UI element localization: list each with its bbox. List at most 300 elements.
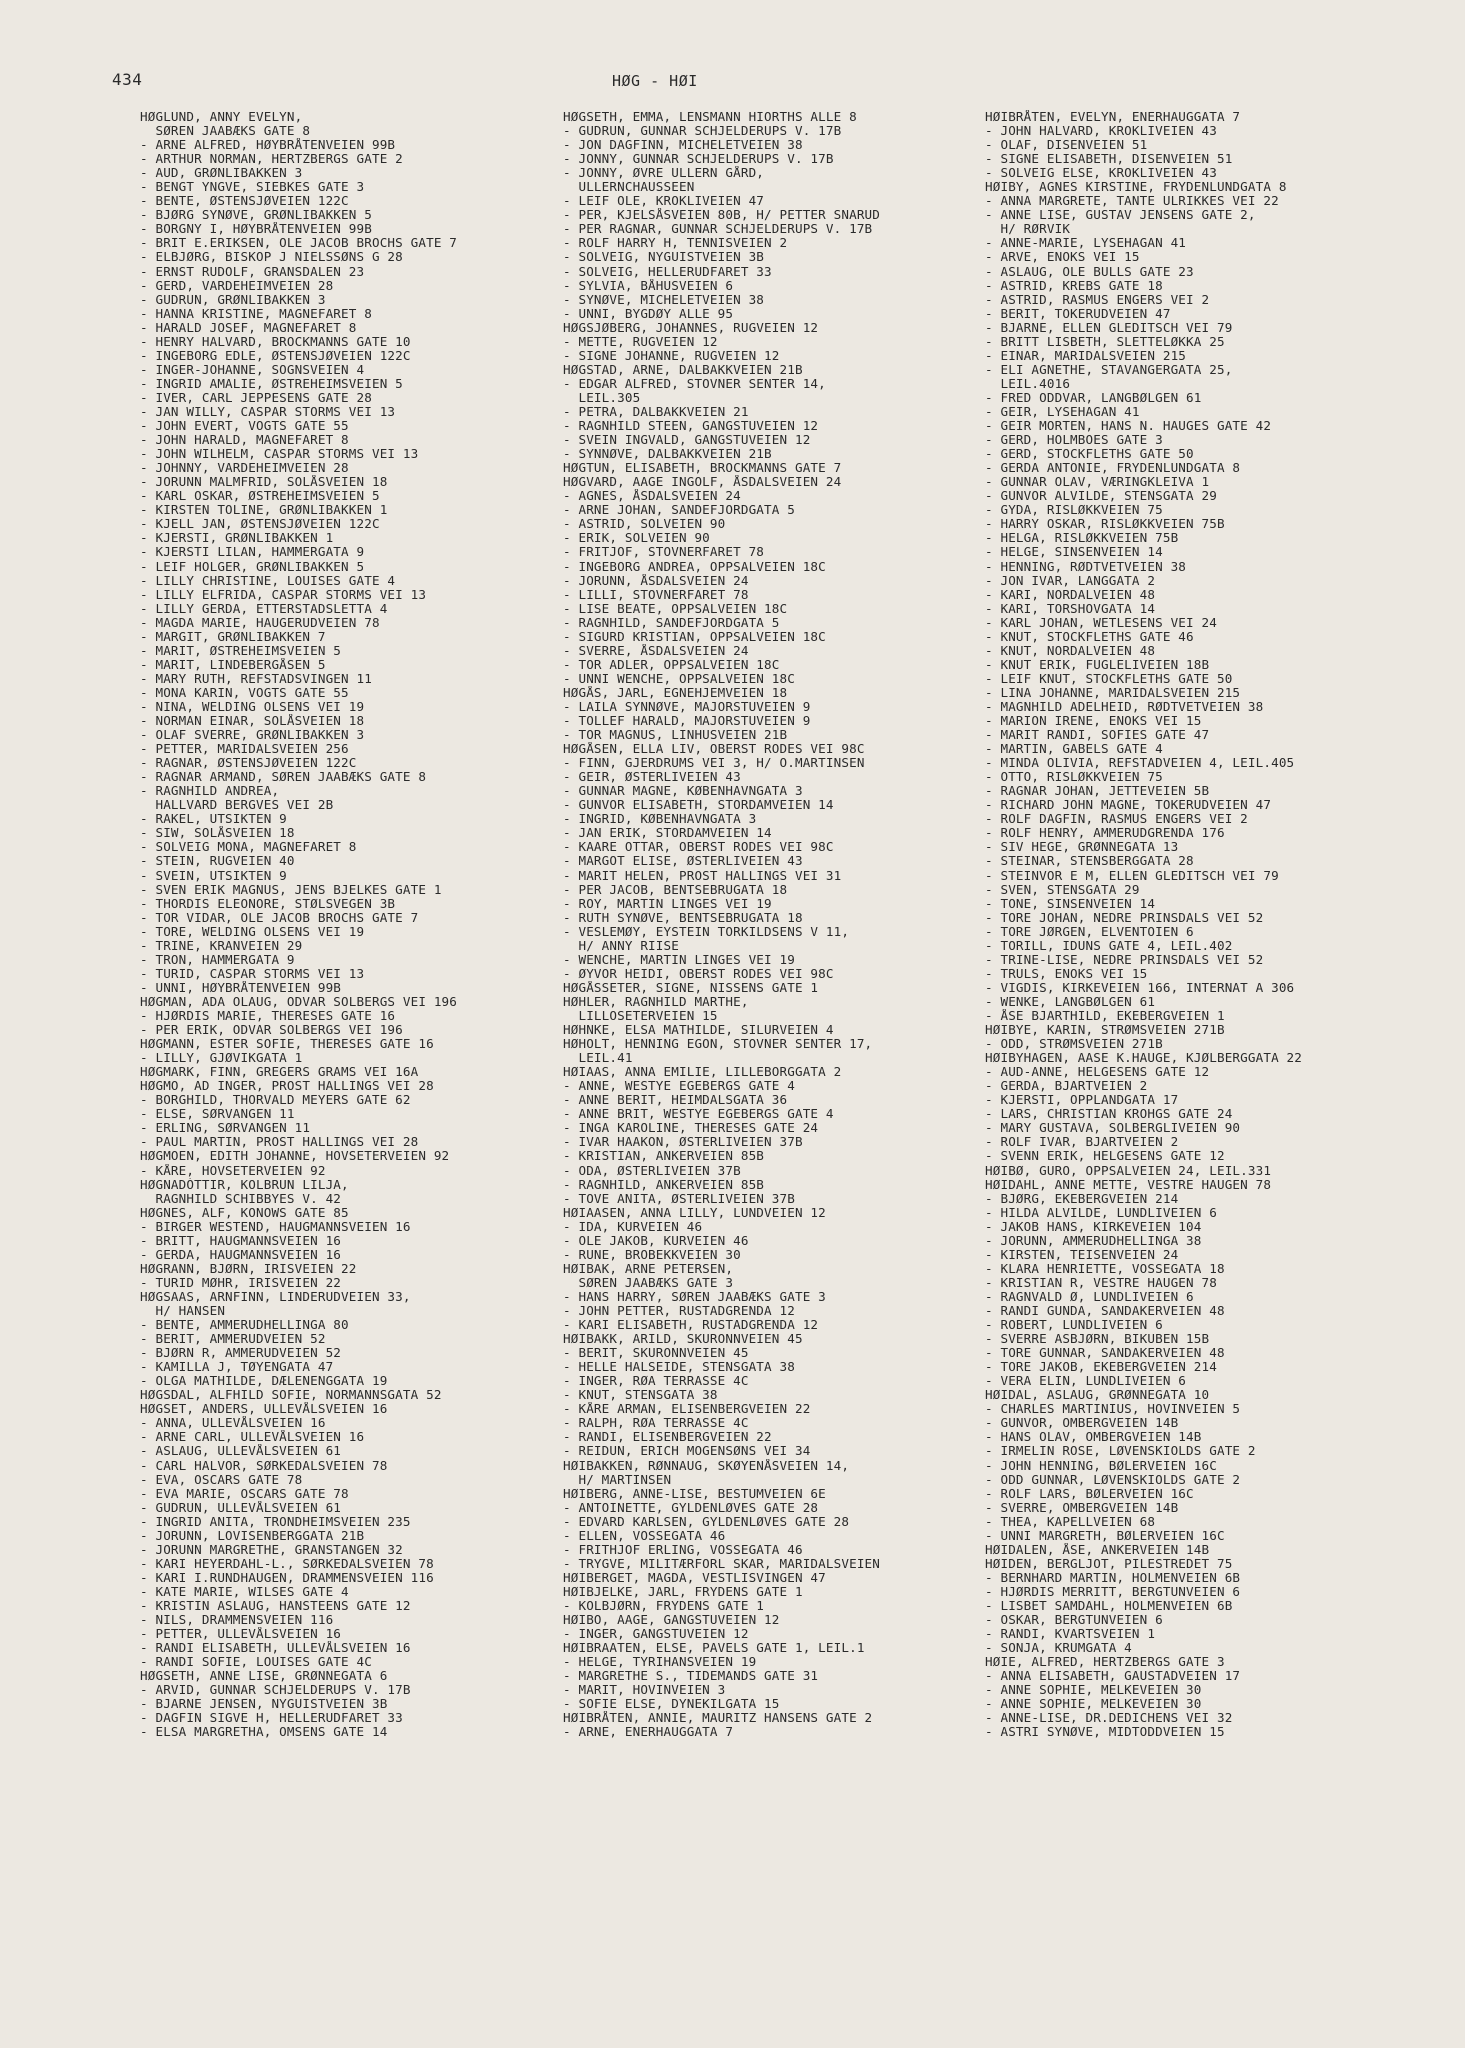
directory-entry: - RAGNAR, ØSTENSJØVEIEN 122C bbox=[140, 756, 357, 771]
directory-entry: - BORGHILD, THORVALD MEYERS GATE 62 bbox=[140, 1093, 411, 1108]
directory-entry: - JON DAGFINN, MICHELETVEIEN 38 bbox=[563, 138, 803, 153]
directory-entry: - ANNE SOPHIE, MELKEVEIEN 30 bbox=[985, 1697, 1202, 1712]
directory-entry: - JORUNN, LOVISENBERGGATA 21B bbox=[140, 1528, 365, 1543]
directory-entry: - MARY GUSTAVA, SOLBERGLIVEIEN 90 bbox=[985, 1121, 1241, 1136]
directory-entry: HØIBERGET, MAGDA, VESTLISVINGEN 47 bbox=[563, 1570, 826, 1585]
directory-entry: - JONNY, ØVRE ULLERN GÅRD, bbox=[563, 166, 765, 181]
directory-entry: - TORE GUNNAR, SANDAKERVEIEN 48 bbox=[985, 1346, 1225, 1361]
directory-entry: HØIDEN, BERGLJOT, PILESTREDET 75 bbox=[985, 1556, 1233, 1571]
directory-entry: - MARION IRENE, ENOKS VEI 15 bbox=[985, 714, 1202, 729]
directory-entry: - TORE JØRGEN, ELVENTOIEN 6 bbox=[985, 924, 1194, 939]
directory-entry: - MARIT HELEN, PROST HALLINGS VEI 31 bbox=[563, 868, 842, 883]
directory-entry: - TOLLEF HARALD, MAJORSTUVEIEN 9 bbox=[563, 714, 811, 729]
directory-entry: HØGMANN, ESTER SOFIE, THERESES GATE 16 bbox=[140, 1037, 434, 1052]
directory-entry: - ØYVOR HEIDI, OBERST RODES VEI 98C bbox=[563, 966, 834, 981]
directory-entry: - ANNA MARGRETE, TANTE ULRIKKES VEI 22 bbox=[985, 194, 1279, 209]
directory-entry: - HANNA KRISTINE, MAGNEFARET 8 bbox=[140, 306, 372, 321]
directory-entry: - ROBERT, LUNDLIVEIEN 6 bbox=[985, 1318, 1163, 1333]
directory-entry: - TRULS, ENOKS VEI 15 bbox=[985, 966, 1148, 981]
directory-entry: LILLOSETERVEIEN 15 bbox=[563, 1009, 718, 1023]
directory-entry: - ANNE SOPHIE, MELKEVEIEN 30 bbox=[985, 1683, 1202, 1698]
directory-entry: - ROLF DAGFIN, RASMUS ENGERS VEI 2 bbox=[985, 812, 1248, 827]
directory-entry: - EVA, OSCARS GATE 78 bbox=[140, 1472, 303, 1487]
directory-entry: - RAGNHILD, SANDEFJORDGATA 5 bbox=[563, 615, 780, 630]
directory-entry: - RAGNHILD, ANKERVEIEN 85B bbox=[563, 1177, 765, 1192]
directory-entry: HØGLUND, ANNY EVELYN, bbox=[140, 110, 303, 124]
directory-entry: - ROLF HARRY H, TENNISVEIEN 2 bbox=[563, 236, 788, 251]
directory-entry: HØIDALEN, ÅSE, ANKERVEIEN 14B bbox=[985, 1542, 1210, 1557]
directory-entry: - PETTER, MARIDALSVEIEN 256 bbox=[140, 742, 349, 757]
directory-entry: - GEIR, ØSTERLIVEIEN 43 bbox=[563, 770, 741, 785]
directory-entry: - TRYGVE, MILITÆRFORL SKAR, MARIDALSVEIEN bbox=[563, 1556, 881, 1571]
directory-entry: - EDGAR ALFRED, STOVNER SENTER 14, bbox=[563, 376, 826, 391]
directory-entry: - RAGNAR JOHAN, JETTEVEIEN 5B bbox=[985, 784, 1210, 799]
directory-entry: - KARL JOHAN, WETLESENS VEI 24 bbox=[985, 615, 1217, 630]
directory-entry: - ARNE JOHAN, SANDEFJORDGATA 5 bbox=[563, 503, 795, 518]
directory-entry: - LISE BEATE, OPPSALVEIEN 18C bbox=[563, 601, 788, 616]
running-head: HØG - HØI bbox=[612, 72, 698, 90]
directory-entry: HØHLER, RAGNHILD MARTHE, bbox=[563, 994, 749, 1009]
directory-entry: - ARNE CARL, ULLEVÅLSVEIEN 16 bbox=[140, 1430, 365, 1445]
directory-entry: - IRMELIN ROSE, LØVENSKIOLDS GATE 2 bbox=[985, 1444, 1256, 1459]
directory-entry: - ASLAUG, OLE BULLS GATE 23 bbox=[985, 264, 1194, 279]
directory-entry: - LILLI, STOVNERFARET 78 bbox=[563, 587, 749, 602]
directory-entry: - ASTRI SYNØVE, MIDTODDVEIEN 15 bbox=[985, 1725, 1225, 1740]
directory-entry: - STEIN, RUGVEIEN 40 bbox=[140, 854, 295, 869]
directory-entry: - RAKEL, UTSIKTEN 9 bbox=[140, 812, 287, 827]
directory-entry: - GUDRUN, GUNNAR SCHJELDERUPS V. 17B bbox=[563, 124, 842, 139]
directory-entry: - VERA ELIN, LUNDLIVEIEN 6 bbox=[985, 1374, 1187, 1389]
directory-entry: HØIAASEN, ANNA LILLY, LUNDVEIEN 12 bbox=[563, 1205, 826, 1220]
directory-entry: - TORE JOHAN, NEDRE PRINSDALS VEI 52 bbox=[985, 910, 1264, 925]
directory-entry: - GERD, VARDEHEIMVEIEN 28 bbox=[140, 278, 334, 293]
directory-entry: HØIBYE, KARIN, STRØMSVEIEN 271B bbox=[985, 1023, 1225, 1038]
directory-entry: - ASLAUG, ULLEVÅLSVEIEN 61 bbox=[140, 1444, 342, 1459]
directory-entry: HØIBO, AAGE, GANGSTUVEIEN 12 bbox=[563, 1613, 780, 1628]
directory-entry: - LARS, CHRISTIAN KROHGS GATE 24 bbox=[985, 1107, 1233, 1122]
directory-entry: - ODD GUNNAR, LØVENSKIOLDS GATE 2 bbox=[985, 1472, 1241, 1487]
directory-entry: - RICHARD JOHN MAGNE, TOKERUDVEIEN 47 bbox=[985, 798, 1272, 813]
directory-entry: - GUDRUN, GRØNLIBAKKEN 3 bbox=[140, 292, 326, 307]
directory-entry: - PAUL MARTIN, PROST HALLINGS VEI 28 bbox=[140, 1135, 419, 1150]
directory-entry: - SOLVEIG, HELLERUDFARET 33 bbox=[563, 264, 772, 279]
directory-entry: - GUNVOR, OMBERGVEIEN 14B bbox=[985, 1416, 1179, 1431]
directory-entry: - ROLF LARS, BØLERVEIEN 16C bbox=[985, 1486, 1194, 1501]
directory-entry: - PER, KJELSÅSVEIEN 80B, H/ PETTER SNARUD bbox=[563, 208, 881, 223]
directory-entry: - ROLF HENRY, AMMERUDGRENDA 176 bbox=[985, 826, 1225, 841]
directory-entry: - RAGNAR ARMAND, SØREN JAABÆKS GATE 8 bbox=[140, 770, 427, 785]
directory-entry: - BRITT, HAUGMANNSVEIEN 16 bbox=[140, 1233, 342, 1248]
directory-entry: - FRITJOF, STOVNERFARET 78 bbox=[563, 545, 765, 560]
directory-entry: - WENKE, LANGBØLGEN 61 bbox=[985, 994, 1156, 1009]
directory-entry: - ELI AGNETHE, STAVANGERGATA 25, bbox=[985, 362, 1233, 377]
directory-entry: - GERD, HOLMBOES GATE 3 bbox=[985, 433, 1163, 448]
directory-entry: - ODD, STRØMSVEIEN 271B bbox=[985, 1037, 1163, 1052]
directory-entry: - RANDI, ELISENBERGVEIEN 22 bbox=[563, 1430, 772, 1445]
directory-entry: - KIRSTEN, TEISENVEIEN 24 bbox=[985, 1247, 1179, 1262]
directory-entry: - BIRGER WESTEND, HAUGMANNSVEIEN 16 bbox=[140, 1219, 411, 1234]
directory-entry: - DAGFIN SIGVE H, HELLERUDFARET 33 bbox=[140, 1711, 403, 1726]
directory-entry: - ANTOINETTE, GYLDENLØVES GATE 28 bbox=[563, 1500, 819, 1515]
directory-entry: - RAGNVALD Ø, LUNDLIVEIEN 6 bbox=[985, 1289, 1194, 1304]
directory-entry: - UNNI MARGRETH, BØLERVEIEN 16C bbox=[985, 1528, 1225, 1543]
directory-entry: - GERDA, HAUGMANNSVEIEN 16 bbox=[140, 1247, 342, 1262]
directory-entry: - UNNI, BYGDØY ALLE 95 bbox=[563, 306, 734, 321]
directory-entry: - MARIT, HOVINVEIEN 3 bbox=[563, 1683, 726, 1698]
directory-entry: - JOHN HENNING, BØLERVEIEN 16C bbox=[985, 1458, 1217, 1473]
directory-entry: - ERIK, SOLVEIEN 90 bbox=[563, 531, 710, 546]
directory-entry: - SIW, SOLÅSVEIEN 18 bbox=[140, 826, 295, 841]
directory-entry: - PER ERIK, ODVAR SOLBERGS VEI 196 bbox=[140, 1023, 403, 1038]
directory-entry: - EDVARD KARLSEN, GYLDENLØVES GATE 28 bbox=[563, 1514, 850, 1529]
directory-entry: - LISBET SAMDAHL, HOLMENVEIEN 6B bbox=[985, 1598, 1233, 1613]
directory-entry: - VESLEMØY, EYSTEIN TORKILDSENS V 11, bbox=[563, 924, 850, 939]
directory-entry: - ANNE-LISE, DR.DEDICHENS VEI 32 bbox=[985, 1711, 1233, 1726]
directory-entry: - BJØRN R, AMMERUDVEIEN 52 bbox=[140, 1346, 342, 1361]
directory-entry: - INGER, RØA TERRASSE 4C bbox=[563, 1374, 749, 1389]
directory-entry: HØGÅSEN, ELLA LIV, OBERST RODES VEI 98C bbox=[563, 742, 865, 757]
directory-entry: HØGMARK, FINN, GREGERS GRAMS VEI 16A bbox=[140, 1065, 419, 1080]
directory-entry: - JOHN HARALD, MAGNEFARET 8 bbox=[140, 433, 349, 448]
directory-entry: HØGSTAD, ARNE, DALBAKKVEIEN 21B bbox=[563, 362, 803, 377]
directory-entry: - ARNE ALFRED, HØYBRÅTENVEIEN 99B bbox=[140, 138, 396, 153]
directory-entry: - JAN WILLY, CASPAR STORMS VEI 13 bbox=[140, 404, 396, 419]
directory-entry: - JAKOB HANS, KIRKEVEIEN 104 bbox=[985, 1219, 1202, 1234]
directory-entry: HØIBRAATEN, ELSE, PAVELS GATE 1, LEIL.1 bbox=[563, 1641, 865, 1656]
directory-entry: - CHARLES MARTINIUS, HOVINVEIEN 5 bbox=[985, 1402, 1241, 1417]
directory-entry: H/ MARTINSEN bbox=[563, 1472, 672, 1487]
directory-entry: - ASTRID, RASMUS ENGERS VEI 2 bbox=[985, 292, 1210, 307]
directory-entry: - JOHN HALVARD, KROKLIVEIEN 43 bbox=[985, 124, 1217, 139]
directory-entry: HØIBERG, ANNE-LISE, BESTUMVEIEN 6E bbox=[563, 1486, 826, 1501]
directory-entry: - KATE MARIE, WILSES GATE 4 bbox=[140, 1584, 349, 1599]
directory-entry: - LINA JOHANNE, MARIDALSVEIEN 215 bbox=[985, 685, 1241, 700]
directory-entry: HØGNES, ALF, KONOWS GATE 85 bbox=[140, 1205, 349, 1220]
directory-entry: - BRITT LISBETH, SLETTELØKKA 25 bbox=[985, 334, 1225, 349]
directory-entry: - MAGDA MARIE, HAUGERUDVEIEN 78 bbox=[140, 615, 380, 630]
directory-entry: - ELSE, SØRVANGEN 11 bbox=[140, 1107, 295, 1122]
directory-entry: HALLVARD BERGVES VEI 2B bbox=[140, 798, 334, 813]
directory-entry: HØGMAN, ADA OLAUG, ODVAR SOLBERGS VEI 196 bbox=[140, 994, 458, 1009]
directory-entry: - AGNES, ÅSDALSVEIEN 24 bbox=[563, 489, 741, 504]
directory-entry: - INGER, GANGSTUVEIEN 12 bbox=[563, 1627, 749, 1642]
directory-entry: - MARIT RANDI, SOFIES GATE 47 bbox=[985, 728, 1210, 743]
directory-entry: HØGSJØBERG, JOHANNES, RUGVEIEN 12 bbox=[563, 320, 819, 335]
directory-entry: - HANS HARRY, SØREN JAABÆKS GATE 3 bbox=[563, 1289, 826, 1304]
directory-entry: - OLGA MATHILDE, DÆLENENGGATA 19 bbox=[140, 1374, 388, 1389]
directory-entry: - JONNY, GUNNAR SCHJELDERUPS V. 17B bbox=[563, 152, 834, 167]
directory-entry: - SOLVEIG, NYGUISTVEIEN 3B bbox=[563, 250, 765, 265]
directory-entry: - ODA, ØSTERLIVEIEN 37B bbox=[563, 1163, 741, 1178]
directory-entry: - INGRID ANITA, TRONDHEIMSVEIEN 235 bbox=[140, 1514, 411, 1529]
directory-entry: HØGÅSSETER, SIGNE, NISSENS GATE 1 bbox=[563, 980, 819, 995]
directory-entry: - ANNE BRIT, WESTYE EGEBERGS GATE 4 bbox=[563, 1107, 834, 1122]
directory-entry: - JOHN WILHELM, CASPAR STORMS VEI 13 bbox=[140, 447, 419, 462]
directory-entry: - ANNA, ULLEVÅLSVEIEN 16 bbox=[140, 1416, 326, 1431]
directory-entry: - JORUNN MARGRETHE, GRANSTANGEN 32 bbox=[140, 1542, 403, 1557]
directory-entry: - ANNE, WESTYE EGEBERGS GATE 4 bbox=[563, 1079, 795, 1094]
directory-entry: - SYNNØVE, DALBAKKVEIEN 21B bbox=[563, 447, 772, 462]
directory-entry: - INGA KAROLINE, THERESES GATE 24 bbox=[563, 1121, 819, 1136]
directory-entry: SØREN JAABÆKS GATE 8 bbox=[140, 124, 311, 139]
directory-entry: - FINN, GJERDRUMS VEI 3, H/ O.MARTINSEN bbox=[563, 756, 865, 771]
directory-entry: - INGRID, KØBENHAVNGATA 3 bbox=[563, 812, 757, 827]
directory-entry: - KJELL JAN, ØSTENSJØVEIEN 122C bbox=[140, 517, 380, 532]
directory-entry: - GERDA ANTONIE, FRYDENLUNDGATA 8 bbox=[985, 461, 1241, 476]
directory-entry: - MONA KARIN, VOGTS GATE 55 bbox=[140, 685, 349, 700]
directory-entry: - ARVID, GUNNAR SCHJELDERUPS V. 17B bbox=[140, 1683, 411, 1698]
directory-entry: - ROLF IVAR, BJARTVEIEN 2 bbox=[985, 1135, 1179, 1150]
directory-entry: - ANNE-MARIE, LYSEHAGAN 41 bbox=[985, 236, 1187, 251]
directory-entry: - UNNI WENCHE, OPPSALVEIEN 18C bbox=[563, 671, 795, 686]
directory-entry: - PETTER, ULLEVÅLSVEIEN 16 bbox=[140, 1627, 342, 1642]
directory-entry: - MARIT, LINDEBERGÅSEN 5 bbox=[140, 657, 326, 672]
directory-entry: HØIDAL, ASLAUG, GRØNNEGATA 10 bbox=[985, 1388, 1210, 1403]
directory-entry: HØGMOEN, EDITH JOHANNE, HOVSETERVEIEN 92 bbox=[140, 1149, 450, 1164]
directory-entry: - RANDI SOFIE, LOUISES GATE 4C bbox=[140, 1655, 372, 1670]
directory-entry: - SYNØVE, MICHELETVEIEN 38 bbox=[563, 292, 765, 307]
directory-entry: - LEIF KNUT, STOCKFLETHS GATE 50 bbox=[985, 671, 1233, 686]
directory-entry: - ASTRID, SOLVEIEN 90 bbox=[563, 517, 726, 532]
directory-entry: - SIGURD KRISTIAN, OPPSALVEIEN 18C bbox=[563, 629, 826, 644]
directory-entry: - SVERRE, ÅSDALSVEIEN 24 bbox=[563, 643, 749, 658]
directory-entry: - ELSA MARGRETHA, OMSENS GATE 14 bbox=[140, 1725, 388, 1740]
directory-entry: - FRED ODDVAR, LANGBØLGEN 61 bbox=[985, 390, 1202, 405]
directory-entry: - TURID, CASPAR STORMS VEI 13 bbox=[140, 966, 365, 981]
directory-entry: - HANS OLAV, OMBERGVEIEN 14B bbox=[985, 1430, 1202, 1445]
directory-entry: - RAGNHILD ANDREA, bbox=[140, 784, 280, 799]
directory-entry: HØGSET, ANDERS, ULLEVÅLSVEIEN 16 bbox=[140, 1402, 388, 1417]
directory-entry: - ELLEN, VOSSEGATA 46 bbox=[563, 1528, 726, 1543]
directory-entry: - UNNI, HØYBRÅTENVEIEN 99B bbox=[140, 980, 342, 995]
directory-entry: - GEIR, LYSEHAGAN 41 bbox=[985, 404, 1140, 419]
directory-entry: - GERDA, BJARTVEIEN 2 bbox=[985, 1079, 1148, 1094]
directory-entry: - OLE JAKOB, KURVEIEN 46 bbox=[563, 1233, 749, 1248]
directory-entry: - KRISTIAN R, VESTRE HAUGEN 78 bbox=[985, 1275, 1217, 1290]
directory-entry: - BERIT, SKURONNVEIEN 45 bbox=[563, 1346, 749, 1361]
directory-entry: - KJERSTI LILAN, HAMMERGATA 9 bbox=[140, 545, 365, 560]
directory-entry: - LAILA SYNNØVE, MAJORSTUVEIEN 9 bbox=[563, 699, 811, 714]
directory-entry: - JORUNN MALMFRID, SOLÅSVEIEN 18 bbox=[140, 475, 388, 490]
directory-entry: - RUTH SYNØVE, BENTSEBRUGATA 18 bbox=[563, 910, 803, 925]
directory-entry: - HELGE, TYRIHANSVEIEN 19 bbox=[563, 1655, 757, 1670]
directory-entry: - GUDRUN, ULLEVÅLSVEIEN 61 bbox=[140, 1500, 342, 1515]
directory-entry: - MARY RUTH, REFSTADSVINGEN 11 bbox=[140, 671, 372, 686]
directory-entry: - SOFIE ELSE, DYNEKILGATA 15 bbox=[563, 1697, 780, 1712]
directory-entry: - HILDA ALVILDE, LUNDLIVEIEN 6 bbox=[985, 1205, 1217, 1220]
directory-entry: HØIBAKK, ARILD, SKURONNVEIEN 45 bbox=[563, 1332, 803, 1347]
directory-entry: - RAGNHILD STEEN, GANGSTUVEIEN 12 bbox=[563, 419, 819, 434]
directory-entry: - KAARE OTTAR, OBERST RODES VEI 98C bbox=[563, 840, 834, 855]
directory-entry: - WENCHE, MARTIN LINGES VEI 19 bbox=[563, 952, 795, 967]
directory-entry: - SVEIN, UTSIKTEN 9 bbox=[140, 868, 287, 883]
directory-entry: HØIBYHAGEN, AASE K.HAUGE, KJØLBERGGATA 22 bbox=[985, 1051, 1303, 1066]
directory-entry: - ANNE BERIT, HEIMDALSGATA 36 bbox=[563, 1093, 788, 1108]
directory-entry: - GYDA, RISLØKKVEIEN 75 bbox=[985, 503, 1163, 518]
directory-entry: HØIE, ALFRED, HERTZBERGS GATE 3 bbox=[985, 1655, 1225, 1670]
directory-entry: - KARI ELISABETH, RUSTADGRENDA 12 bbox=[563, 1318, 819, 1333]
directory-entry: - MARGIT, GRØNLIBAKKEN 7 bbox=[140, 629, 326, 644]
directory-column-2 bbox=[563, 110, 973, 1739]
directory-entry: - JAN ERIK, STORDAMVEIEN 14 bbox=[563, 826, 772, 841]
directory-entry: - CARL HALVOR, SØRKEDALSVEIEN 78 bbox=[140, 1458, 388, 1473]
directory-entry: - NORMAN EINAR, SOLÅSVEIEN 18 bbox=[140, 714, 365, 729]
directory-entry: - STEINVOR E M, ELLEN GLEDITSCH VEI 79 bbox=[985, 868, 1279, 883]
directory-entry: - HARRY OSKAR, RISLØKKVEIEN 75B bbox=[985, 517, 1225, 532]
directory-entry: - MAGNHILD ADELHEID, RØDTVETVEIEN 38 bbox=[985, 699, 1264, 714]
directory-entry: - OLAF SVERRE, GRØNLIBAKKEN 3 bbox=[140, 728, 365, 743]
directory-entry: - MINDA OLIVIA, REFSTADVEIEN 4, LEIL.405 bbox=[985, 756, 1295, 771]
directory-entry: - KAMILLA J, TØYENGATA 47 bbox=[140, 1360, 334, 1375]
directory-entry: - SOLVEIG MONA, MAGNEFARET 8 bbox=[140, 840, 357, 855]
directory-entry: HØGMO, AD INGER, PROST HALLINGS VEI 28 bbox=[140, 1079, 434, 1094]
directory-entry: - KARI I.RUNDHAUGEN, DRAMMENSVEIEN 116 bbox=[140, 1570, 434, 1585]
directory-entry: - LILLY CHRISTINE, LOUISES GATE 4 bbox=[140, 573, 396, 588]
directory-entry: - BRIT E.ERIKSEN, OLE JACOB BROCHS GATE 7 bbox=[140, 236, 458, 251]
directory-entry: - KLARA HENRIETTE, VOSSEGATA 18 bbox=[985, 1261, 1225, 1276]
directory-entry: - SOLVEIG ELSE, KROKLIVEIEN 43 bbox=[985, 166, 1217, 181]
directory-entry: - JORUNN, ÅSDALSVEIEN 24 bbox=[563, 573, 749, 588]
directory-entry: - INGRID AMALIE, ØSTREHEIMSVEIEN 5 bbox=[140, 376, 403, 391]
directory-entry: - HENRY HALVARD, BROCKMANNS GATE 10 bbox=[140, 334, 411, 349]
directory-entry: - JORUNN, AMMERUDHELLINGA 38 bbox=[985, 1233, 1202, 1248]
directory-entry: - ELBJØRG, BISKOP J NIELSSØNS G 28 bbox=[140, 250, 403, 265]
directory-entry: - KÅRE ARMAN, ELISENBERGVEIEN 22 bbox=[563, 1402, 811, 1417]
directory-entry: HØHOLT, HENNING EGON, STOVNER SENTER 17, bbox=[563, 1037, 873, 1052]
directory-entry: - HENNING, RØDTVETVEIEN 38 bbox=[985, 559, 1187, 574]
directory-entry: - SYLVIA, BÅHUSVEIEN 6 bbox=[563, 278, 734, 293]
directory-entry: - LILLY GERDA, ETTERSTADSLETTA 4 bbox=[140, 601, 388, 616]
directory-entry: - JOHN PETTER, RUSTADGRENDA 12 bbox=[563, 1303, 795, 1318]
directory-entry: - ERNST RUDOLF, GRANSDALEN 23 bbox=[140, 264, 365, 279]
directory-entry: HØIBAK, ARNE PETERSEN, bbox=[563, 1261, 734, 1276]
directory-entry: - TURID MØHR, IRISVEIEN 22 bbox=[140, 1275, 342, 1290]
directory-entry: - SVERRE, OMBERGVEIEN 14B bbox=[985, 1500, 1179, 1515]
directory-entry: - KJERSTI, GRØNLIBAKKEN 1 bbox=[140, 531, 334, 546]
directory-entry: - KJERSTI, OPPLANDGATA 17 bbox=[985, 1093, 1179, 1108]
directory-entry: - ANNE LISE, GUSTAV JENSENS GATE 2, bbox=[985, 208, 1256, 223]
directory-entry: - ARNE, ENERHAUGGATA 7 bbox=[563, 1725, 734, 1740]
directory-entry: - MARTIN, GABELS GATE 4 bbox=[985, 742, 1163, 757]
directory-entry: - SVERRE ASBJØRN, BIKUBEN 15B bbox=[985, 1332, 1210, 1347]
directory-entry: - LEIF HOLGER, GRØNLIBAKKEN 5 bbox=[140, 559, 365, 574]
directory-entry: - BENTE, ØSTENSJØVEIEN 122C bbox=[140, 194, 349, 209]
directory-entry: - ROY, MARTIN LINGES VEI 19 bbox=[563, 896, 772, 911]
directory-entry: HØIDAHL, ANNE METTE, VESTRE HAUGEN 78 bbox=[985, 1177, 1272, 1192]
directory-entry: - OTTO, RISLØKKVEIEN 75 bbox=[985, 770, 1163, 785]
directory-entry: H/ RØRVIK bbox=[985, 222, 1071, 237]
directory-entry: HØIBRÅTEN, EVELYN, ENERHAUGGATA 7 bbox=[985, 110, 1241, 124]
directory-entry: - LEIF OLE, KROKLIVEIEN 47 bbox=[563, 194, 765, 209]
directory-entry: - INGEBORG EDLE, ØSTENSJØVEIEN 122C bbox=[140, 348, 411, 363]
directory-entry: HØGÅS, JARL, EGNEHJEMVEIEN 18 bbox=[563, 685, 788, 700]
directory-entry: - ERLING, SØRVANGEN 11 bbox=[140, 1121, 311, 1136]
directory-entry: HØGRANN, BJØRN, IRISVEIEN 22 bbox=[140, 1261, 357, 1276]
directory-entry: - KNUT, STOCKFLETHS GATE 46 bbox=[985, 629, 1194, 644]
directory-entry: - ANNA ELISABETH, GAUSTADVEIEN 17 bbox=[985, 1669, 1241, 1684]
directory-entry: - SIGNE ELISABETH, DISENVEIEN 51 bbox=[985, 152, 1233, 167]
directory-entry: HØIBAKKEN, RØNNAUG, SKØYENÅSVEIEN 14, bbox=[563, 1458, 850, 1473]
directory-entry: - BJARNE, ELLEN GLEDITSCH VEI 79 bbox=[985, 320, 1233, 335]
directory-entry: - LILLY ELFRIDA, CASPAR STORMS VEI 13 bbox=[140, 587, 427, 602]
directory-entry: - JOHN EVERT, VOGTS GATE 55 bbox=[140, 419, 349, 434]
directory-entry: - KARI, NORDALVEIEN 48 bbox=[985, 587, 1156, 602]
directory-entry: - HARALD JOSEF, MAGNEFARET 8 bbox=[140, 320, 357, 335]
directory-entry: - KOLBJØRN, FRYDENS GATE 1 bbox=[563, 1598, 765, 1613]
directory-entry: - TRINE-LISE, NEDRE PRINSDALS VEI 52 bbox=[985, 952, 1264, 967]
directory-entry: - KNUT, NORDALVEIEN 48 bbox=[985, 643, 1156, 658]
directory-entry: - KNUT, STENSGATA 38 bbox=[563, 1388, 718, 1403]
directory-entry: - KRISTIAN, ANKERVEIEN 85B bbox=[563, 1149, 765, 1164]
directory-entry: - RANDI ELISABETH, ULLEVÅLSVEIEN 16 bbox=[140, 1641, 411, 1656]
directory-entry: - TOR MAGNUS, LINHUSVEIEN 21B bbox=[563, 728, 788, 743]
directory-entry: H/ HANSEN bbox=[140, 1303, 226, 1318]
directory-entry: - AUD, GRØNLIBAKKEN 3 bbox=[140, 166, 303, 181]
directory-entry: - GERD, STOCKFLETHS GATE 50 bbox=[985, 447, 1194, 462]
directory-entry: - SVENN ERIK, HELGESENS GATE 12 bbox=[985, 1149, 1225, 1164]
directory-entry: - STEINAR, STENSBERGGATA 28 bbox=[985, 854, 1194, 869]
directory-entry: - ÅSE BJARTHILD, EKEBERGVEIEN 1 bbox=[985, 1009, 1225, 1023]
directory-entry: - MARGOT ELISE, ØSTERLIVEIEN 43 bbox=[563, 854, 803, 869]
directory-entry: - HELGA, RISLØKKVEIEN 75B bbox=[985, 531, 1179, 546]
directory-entry: - HELLE HALSEIDE, STENSGATA 38 bbox=[563, 1360, 795, 1375]
directory-entry: - PETRA, DALBAKKVEIEN 21 bbox=[563, 404, 749, 419]
directory-entry: - TORE JAKOB, EKEBERGVEIEN 214 bbox=[985, 1360, 1217, 1375]
directory-entry: - THEA, KAPELLVEIEN 68 bbox=[985, 1514, 1156, 1529]
directory-entry: HØIAAS, ANNA EMILIE, LILLEBORGGATA 2 bbox=[563, 1065, 842, 1080]
directory-entry: - KARI, TORSHOVGATA 14 bbox=[985, 601, 1156, 616]
directory-entry: - GUNVOR ELISABETH, STORDAMVEIEN 14 bbox=[563, 798, 834, 813]
directory-entry: - VIGDIS, KIRKEVEIEN 166, INTERNAT A 306 bbox=[985, 980, 1295, 995]
directory-entry: H/ ANNY RIISE bbox=[563, 938, 679, 953]
directory-entry: - EVA MARIE, OSCARS GATE 78 bbox=[140, 1486, 349, 1501]
directory-entry: HØGSETH, ANNE LISE, GRØNNEGATA 6 bbox=[140, 1669, 388, 1684]
directory-entry: - ARVE, ENOKS VEI 15 bbox=[985, 250, 1140, 265]
directory-entry: HØGSAAS, ARNFINN, LINDERUDVEIEN 33, bbox=[140, 1289, 411, 1304]
directory-entry: - RANDI, KVARTSVEIEN 1 bbox=[985, 1627, 1156, 1642]
directory-entry: - NILS, DRAMMENSVEIEN 116 bbox=[140, 1613, 334, 1628]
directory-entry: - GUNNAR MAGNE, KØBENHAVNGATA 3 bbox=[563, 784, 803, 799]
directory-entry: - TRON, HAMMERGATA 9 bbox=[140, 952, 295, 967]
directory-entry: - RUNE, BROBEKKVEIEN 30 bbox=[563, 1247, 741, 1262]
directory-entry: - INGEBORG ANDREA, OPPSALVEIEN 18C bbox=[563, 559, 826, 574]
directory-entry: - KRISTIN ASLAUG, HANSTEENS GATE 12 bbox=[140, 1598, 411, 1613]
directory-entry: - BJARNE JENSEN, NYGUISTVEIEN 3B bbox=[140, 1697, 388, 1712]
directory-entry: HØGSDAL, ALFHILD SOFIE, NORMANNSGATA 52 bbox=[140, 1388, 442, 1403]
directory-entry: - KNUT ERIK, FUGLELIVEIEN 18B bbox=[985, 657, 1210, 672]
directory-entry: HØIBJELKE, JARL, FRYDENS GATE 1 bbox=[563, 1584, 803, 1599]
directory-entry: - KARL OSKAR, ØSTREHEIMSVEIEN 5 bbox=[140, 489, 380, 504]
directory-entry: - JON IVAR, LANGGATA 2 bbox=[985, 573, 1156, 588]
directory-entry: - BENTE, AMMERUDHELLINGA 80 bbox=[140, 1318, 349, 1333]
directory-entry: - ASTRID, KREBS GATE 18 bbox=[985, 278, 1163, 293]
directory-entry: - BERIT, TOKERUDVEIEN 47 bbox=[985, 306, 1171, 321]
directory-entry: - BORGNY I, HØYBRÅTENVEIEN 99B bbox=[140, 222, 372, 237]
directory-entry: HØGNADÓTTIR, KOLBRUN LILJA, bbox=[140, 1177, 349, 1192]
directory-entry: SØREN JAABÆKS GATE 3 bbox=[563, 1275, 734, 1290]
directory-entry: - AUD-ANNE, HELGESENS GATE 12 bbox=[985, 1065, 1210, 1080]
directory-entry: - GUNVOR ALVILDE, STENSGATA 29 bbox=[985, 489, 1217, 504]
directory-entry: HØGSETH, EMMA, LENSMANN HIORTHS ALLE 8 bbox=[563, 110, 857, 124]
directory-entry: - SIGNE JOHANNE, RUGVEIEN 12 bbox=[563, 348, 780, 363]
directory-entry: - SVEN ERIK MAGNUS, JENS BJELKES GATE 1 bbox=[140, 882, 442, 897]
directory-entry: - TORILL, IDUNS GATE 4, LEIL.402 bbox=[985, 938, 1233, 953]
directory-entry: - IVAR HAAKON, ØSTERLIVEIEN 37B bbox=[563, 1135, 803, 1150]
directory-entry: - SIV HEGE, GRØNNEGATA 13 bbox=[985, 840, 1179, 855]
directory-entry: - OLAF, DISENVEIEN 51 bbox=[985, 138, 1148, 153]
directory-entry: - TOVE ANITA, ØSTERLIVEIEN 37B bbox=[563, 1191, 795, 1206]
directory-entry: LEIL.41 bbox=[563, 1051, 633, 1066]
